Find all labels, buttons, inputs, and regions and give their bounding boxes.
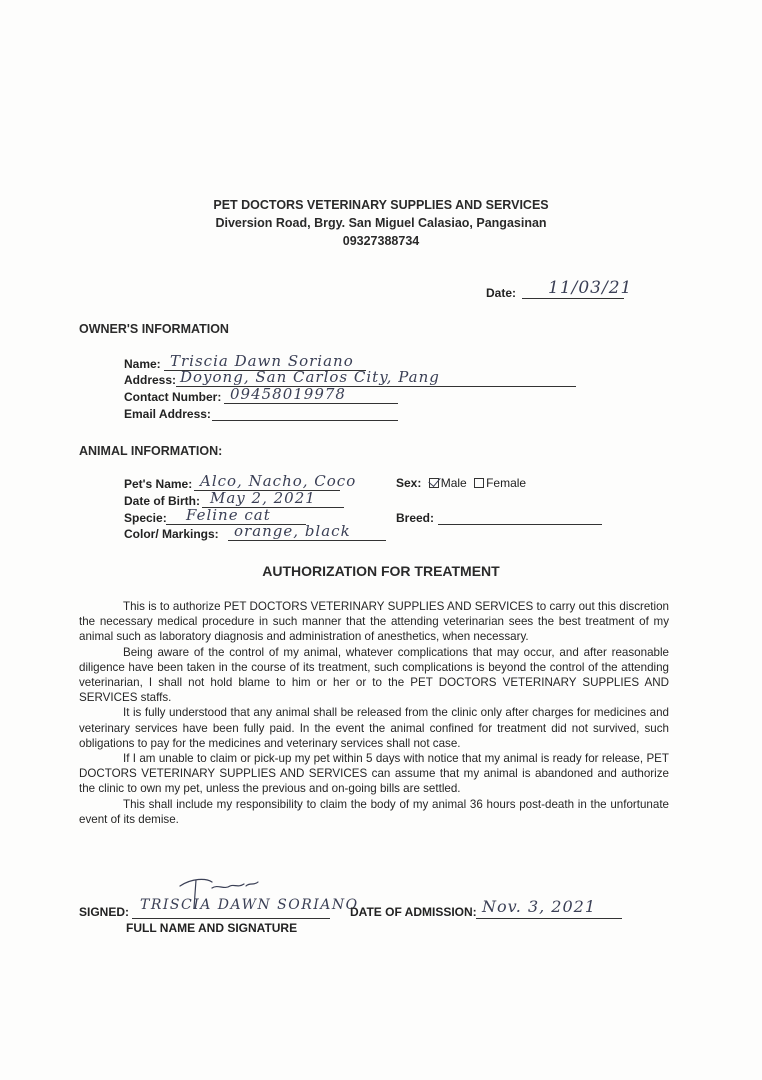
authorization-paragraph: This is to authorize PET DOCTORS VETERINARY SUPPLIES AND SERVICES to carry out this discretion the necessary medical procedure in such manner that the attending veterinarian sees the best treatment of my animal such as laboratory diagnosis and administration of anesthetics, when necessary. [79,600,669,644]
clinic-address: Diversion Road, Brgy. San Miguel Calasiao, Pangasinan [215,216,547,230]
breed-label: Breed: [396,511,435,525]
signed-label: SIGNED: [79,905,130,919]
specie-value[interactable]: Feline cat [186,506,271,524]
specie-label: Specie: [124,511,167,525]
dob-value[interactable]: May 2, 2021 [210,489,316,507]
pet-name-value[interactable]: Alco, Nacho, Coco [200,472,357,490]
contact-number-value[interactable]: 09458019978 [230,385,346,403]
owner-address-label: Address: [124,373,177,387]
contact-number-label: Contact Number: [124,390,222,404]
authorization-paragraph: It is fully understood that any animal shall be released from the clinic only after charges for medicines and veterinary services have been fully paid. In the event the animal confined for treatment did not survived, such obligations to pay for the medicines and veterinary services shall not case. [79,706,669,750]
owner-name-value[interactable]: Triscia Dawn Soriano [170,352,354,370]
email-label: Email Address: [124,407,211,421]
signed-value[interactable]: TRISCIA DAWN SORIANO [140,897,359,913]
date-label: Date: [486,286,517,300]
date-line [522,298,624,299]
clinic-phone: 09327388734 [342,234,420,248]
admission-date-label: DATE OF ADMISSION: [350,905,477,919]
male-option-label: Male [440,476,467,490]
owner-name-label: Name: [124,357,161,371]
signed-line [132,918,330,919]
sex-label: Sex: [396,476,422,490]
authorization-title: AUTHORIZATION FOR TREATMENT [262,563,500,579]
owner-section-title: OWNER'S INFORMATION [79,322,229,336]
breed-line[interactable] [438,524,602,525]
animal-section-title: ANIMAL INFORMATION: [79,444,223,458]
color-label: Color/ Markings: [124,527,219,541]
date-value[interactable]: 11/03/21 [548,278,633,298]
authorization-paragraph: This shall include my responsibility to claim the body of my animal 36 hours post-death in the unfortunate event of its demise. [79,797,669,826]
color-line [228,540,386,541]
pet-name-label: Pet's Name: [124,477,193,491]
female-checkbox[interactable] [474,478,484,488]
authorization-paragraph: Being aware of the control of my animal, whatever complications that may occur, and after reasonable diligence have been taken in the course of its treatment, such complications is beyond the control of the attending veterinarian, I shall not hold blame to him or her or to the PET DOCTORS VETERINARY SUPPLIES AND SERVICES staffs. [79,645,669,705]
admission-date-value[interactable]: Nov. 3, 2021 [482,897,597,916]
dob-label: Date of Birth: [124,494,200,508]
owner-address-value[interactable]: Doyong, San Carlos City, Pang [180,368,440,386]
contact-number-line [224,403,398,404]
male-checkbox[interactable] [429,478,439,488]
female-option-label: Female [486,476,527,490]
authorization-body [79,599,669,827]
clinic-name: PET DOCTORS VETERINARY SUPPLIES AND SERVICES [213,198,549,212]
admission-date-line [476,918,622,919]
signature-caption: FULL NAME AND SIGNATURE [126,921,298,935]
color-value[interactable]: orange, black [234,522,351,540]
sex-field [396,476,526,490]
authorization-paragraph: If I am unable to claim or pick-up my pet within 5 days with notice that my animal is ready for release, PET DOCTORS VETERINARY SUPPLIES AND SERVICES can assume that my animal is abandoned and authorize the clinic to own my pet, unless the previous and on-going bills are settled. [79,752,669,796]
email-line[interactable] [212,420,398,421]
